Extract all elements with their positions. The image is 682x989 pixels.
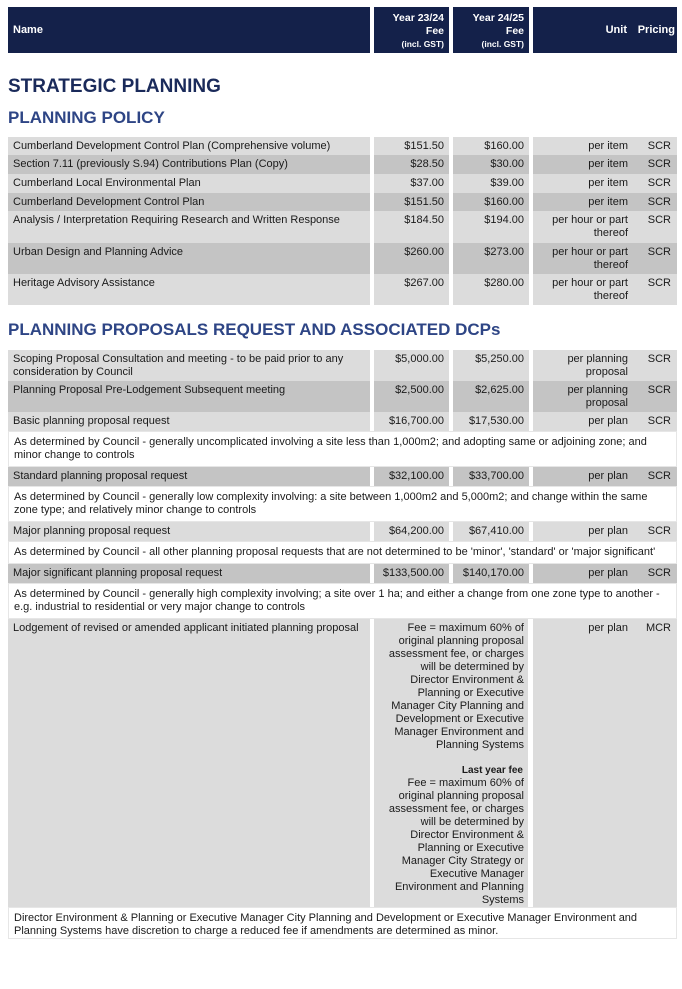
fee-2324: $64,200.00: [374, 522, 449, 541]
fee-pricing: SCR: [633, 243, 677, 274]
fee-unit: per item: [533, 193, 633, 211]
fee-2324: $5,000.00: [374, 350, 449, 381]
fee-unit: per plan: [533, 412, 633, 431]
table-row: [8, 137, 677, 155]
fee-name: Basic planning proposal request: [8, 412, 370, 431]
header-name: Name: [13, 24, 43, 36]
fee-2324: $184.50: [374, 211, 449, 243]
header-fee-2425-fee: Fee: [505, 25, 524, 37]
fee-unit: per item: [533, 155, 633, 174]
fee-name: Planning Proposal Pre-Lodgement Subsequent meeting: [8, 381, 370, 412]
fee-name: Lodgement of revised or amended applicant initiated planning proposal: [8, 619, 370, 907]
fee-2324: $151.50: [374, 137, 449, 155]
fee-2425: $140,170.00: [453, 564, 529, 583]
fee-2425: $160.00: [453, 137, 529, 155]
fee-name: Heritage Advisory Assistance: [8, 274, 370, 305]
table-row: [8, 243, 677, 274]
fee-name: Urban Design and Planning Advice: [8, 243, 370, 274]
fee-2425: $273.00: [453, 243, 529, 274]
table-row: [8, 467, 677, 486]
header-pricing: Pricing: [637, 24, 675, 36]
fee-2324: $151.50: [374, 193, 449, 211]
header-fee-2425-cell: [453, 7, 529, 53]
header-name-cell: [8, 7, 370, 53]
fee-2425: $39.00: [453, 174, 529, 193]
fee-pricing: SCR: [633, 350, 677, 381]
fee-unit: per hour or part thereof: [533, 243, 633, 274]
fee-description: Director Environment & Planning or Executive Manager City Planning and Development or Executive Manager Environment and Planning Systems have discretion to charge a reduced fee if amendments are determined as minor.: [8, 907, 677, 939]
fee-2324-notes: [374, 619, 528, 907]
fee-name: Major planning proposal request: [8, 522, 370, 541]
fee-2324: $28.50: [374, 155, 449, 174]
fee-unit: per hour or part thereof: [533, 274, 633, 305]
fee-pricing: SCR: [633, 412, 677, 431]
fee-unit: per item: [533, 174, 633, 193]
fee-2324: $260.00: [374, 243, 449, 274]
fee-2324-text: Fee = maximum 60% of original planning proposal assessment fee, or charges will be determined by Director Environment & Planning or Executive Manager City Planning and Development or Executive Manager Environment and Planning Systems: [388, 622, 524, 751]
header-fee-2425-year: Year 24/25: [472, 12, 524, 24]
fee-name: Section 7.11 (previously S.94) Contributions Plan (Copy): [8, 155, 370, 174]
last-year-label: Last year fee: [461, 765, 523, 776]
fee-pricing: SCR: [633, 137, 677, 155]
fee-2425: $5,250.00: [453, 350, 529, 381]
fee-2324: $133,500.00: [374, 564, 449, 583]
fee-name: Major significant planning proposal request: [8, 564, 370, 583]
fee-unit: per item: [533, 137, 633, 155]
table-row: [8, 155, 677, 174]
table-row: [8, 350, 677, 381]
fee-description: As determined by Council - all other planning proposal requests that are not determined to be 'minor', 'standard' or 'major significant': [8, 541, 677, 564]
table-row-lodgement: [8, 619, 677, 907]
fee-2324: $37.00: [374, 174, 449, 193]
fee-name: Scoping Proposal Consultation and meeting - to be paid prior to any consideration by Council: [8, 350, 370, 381]
header-pricing-cell: [632, 7, 677, 53]
fee-2324: $16,700.00: [374, 412, 449, 431]
fee-name: Cumberland Development Control Plan: [8, 193, 370, 211]
fee-2425: $2,625.00: [453, 381, 529, 412]
fee-unit: per plan: [533, 467, 633, 486]
table-row: [8, 174, 677, 193]
header-fee-2324-year: Year 23/24: [392, 12, 444, 24]
table-row: [8, 211, 677, 243]
fee-2425: $194.00: [453, 211, 529, 243]
fee-name: Cumberland Local Environmental Plan: [8, 174, 370, 193]
fee-pricing: SCR: [633, 174, 677, 193]
fee-unit: per hour or part thereof: [533, 211, 633, 243]
last-year-text: Fee = maximum 60% of original planning proposal assessment fee, or charges will be determined by Director Environment & Planning or Executive Manager City Strategy or Executive Manager Environment and Planning Systems: [388, 777, 524, 906]
header-fee-2324-cell: [374, 7, 449, 53]
table-row: [8, 381, 677, 412]
fee-pricing: SCR: [633, 155, 677, 174]
fee-2425: $160.00: [453, 193, 529, 211]
table-row: [8, 274, 677, 305]
fee-2324: $2,500.00: [374, 381, 449, 412]
fee-name: Standard planning proposal request: [8, 467, 370, 486]
header-unit: Unit: [605, 24, 627, 36]
planning-policy-table: [8, 137, 677, 305]
fee-description: As determined by Council - generally low complexity involving: a site between 1,000m2 and 5,000m2; and change within the same zone type; and relatively minor change to controls: [8, 486, 677, 522]
fee-unit: per planning proposal: [533, 350, 633, 381]
fee-2324: $32,100.00: [374, 467, 449, 486]
table-row: [8, 193, 677, 211]
header-fee-2425-gst: (incl. GST): [481, 39, 524, 49]
fee-unit: per plan: [533, 522, 633, 541]
header-fee-2324-gst: (incl. GST): [401, 39, 444, 49]
header-fee-2324-fee: Fee: [425, 25, 444, 37]
fee-description: As determined by Council - generally high complexity involving; a site over 1 ha; and either a change from one zone type to another - e.g. industrial to residential or very major change to controls: [8, 583, 677, 619]
fee-pricing: MCR: [633, 619, 677, 907]
fee-unit: per plan: [533, 619, 633, 907]
table-row: [8, 522, 677, 541]
planning-policy-title: PLANNING POLICY: [8, 108, 165, 127]
fee-2425: $280.00: [453, 274, 529, 305]
fee-pricing: SCR: [633, 564, 677, 583]
fee-unit: per planning proposal: [533, 381, 633, 412]
fee-unit: per plan: [533, 564, 633, 583]
fee-2425: $67,410.00: [453, 522, 529, 541]
table-row: [8, 412, 677, 431]
fee-pricing: SCR: [633, 193, 677, 211]
fee-2324: $267.00: [374, 274, 449, 305]
table-row: [8, 564, 677, 583]
planning-proposals-title: PLANNING PROPOSALS REQUEST AND ASSOCIATED DCPs: [8, 320, 501, 339]
fee-2425: $17,530.00: [453, 412, 529, 431]
fee-name: Analysis / Interpretation Requiring Research and Written Response: [8, 211, 370, 243]
fee-2425: $33,700.00: [453, 467, 529, 486]
header-unit-cell: [533, 7, 632, 53]
planning-proposals-table: [8, 350, 677, 939]
fee-pricing: SCR: [633, 274, 677, 305]
fee-pricing: SCR: [633, 381, 677, 412]
fee-pricing: SCR: [633, 522, 677, 541]
fee-pricing: SCR: [633, 211, 677, 243]
fee-2425: $30.00: [453, 155, 529, 174]
section-title: STRATEGIC PLANNING: [8, 76, 221, 97]
fee-name: Cumberland Development Control Plan (Comprehensive volume): [8, 137, 370, 155]
fee-pricing: SCR: [633, 467, 677, 486]
fee-description: As determined by Council - generally uncomplicated involving a site less than 1,000m2; and adopting same or adjoining zone; and minor change to controls: [8, 431, 677, 467]
